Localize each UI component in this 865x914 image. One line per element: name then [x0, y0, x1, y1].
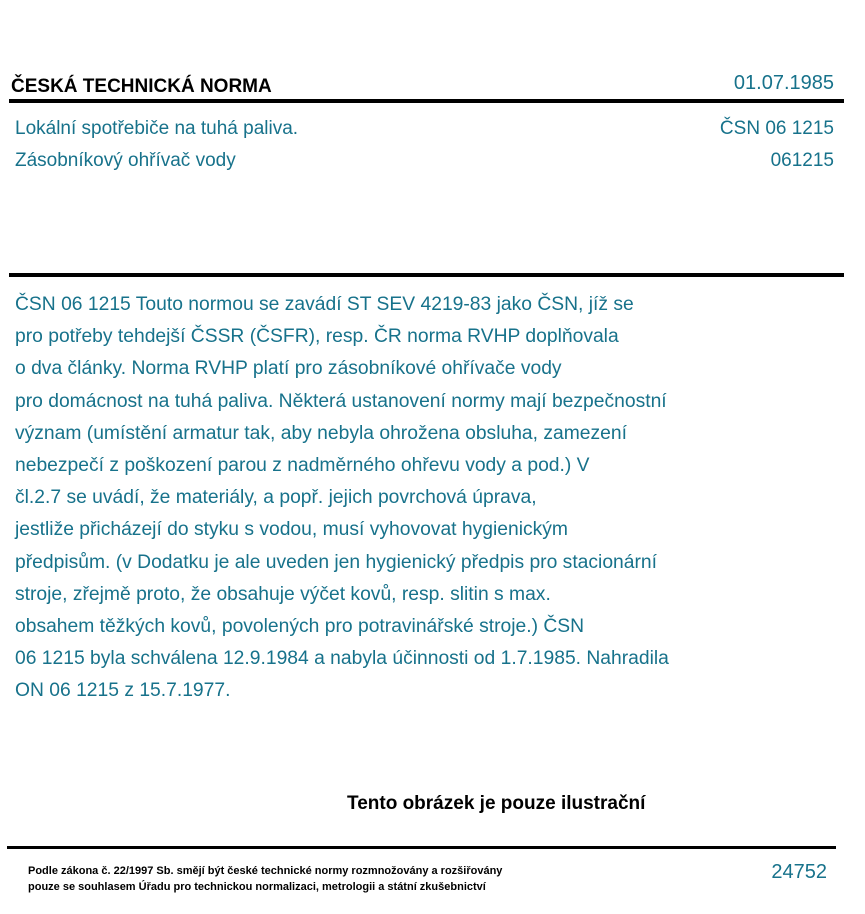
legal-notice-line-2: pouze se souhlasem Úřadu pro technickou normalizaci, metrologii a státní zkušebnictví: [28, 881, 486, 893]
annotation-line: předpisům. (v Dodatku je ale uveden jen hygienický předpis pro stacionární: [15, 551, 657, 573]
footer-divider: [7, 846, 836, 849]
annotation-line: čl.2.7 se uvádí, že materiály, a popř. jejich povrchová úprava,: [15, 487, 537, 509]
annotation-line: pro potřeby tehdejší ČSSR (ČSFR), resp. ČR norma RVHP doplňovala: [15, 326, 619, 348]
title-line-1: Lokální spotřebiče na tuhá paliva.: [15, 118, 299, 139]
annotation-line: obsahem těžkých kovů, povolených pro potravinářské stroje.) ČSN: [15, 616, 585, 638]
annotation-line: 06 1215 byla schválena 12.9.1984 a nabyla účinnosti od 1.7.1985. Nahradila: [15, 648, 669, 670]
standard-heading: ČESKÁ TECHNICKÁ NORMA: [11, 76, 272, 97]
standard-designation: ČSN 06 1215: [719, 118, 834, 139]
section-divider: [9, 273, 844, 277]
classification-code: 061215: [770, 150, 834, 171]
annotation-line: ČSN 06 1215 Touto normou se zavádí ST SEV 4219-83 jako ČSN, jíž se: [15, 294, 634, 315]
title-line-2: Zásobníkový ohřívač vody: [15, 150, 236, 171]
illustration-note: Tento obrázek je pouze ilustrační: [347, 793, 646, 814]
header-divider: [9, 99, 844, 103]
document-number: 24752: [771, 861, 827, 883]
annotation-line: jestliže přicházejí do styku s vodou, musí vyhovovat hygienickým: [15, 519, 568, 541]
issue-date: 01.07.1985: [733, 72, 834, 94]
annotation-line: nebezpečí z poškození parou z nadměrného ohřevu vody a pod.) V: [15, 455, 590, 477]
annotation-line: o dva články. Norma RVHP platí pro zásobníkové ohřívače vody: [15, 358, 562, 380]
annotation-line: ON 06 1215 z 15.7.1977.: [15, 680, 231, 702]
legal-notice: [28, 863, 502, 895]
annotation-text: [15, 289, 775, 708]
annotation-line: význam (umístění armatur tak, aby nebyla ohrožena obsluha, zamezení: [15, 422, 627, 444]
legal-notice-line-1: Podle zákona č. 22/1997 Sb. smějí být české technické normy rozmnožovány a rozšiřovány: [28, 865, 503, 877]
annotation-line: pro domácnost na tuhá paliva. Některá ustanovení normy mají bezpečnostní: [15, 390, 667, 412]
annotation-line: stroje, zřejmě proto, že obsahuje výčet kovů, resp. slitin s max.: [15, 583, 551, 605]
